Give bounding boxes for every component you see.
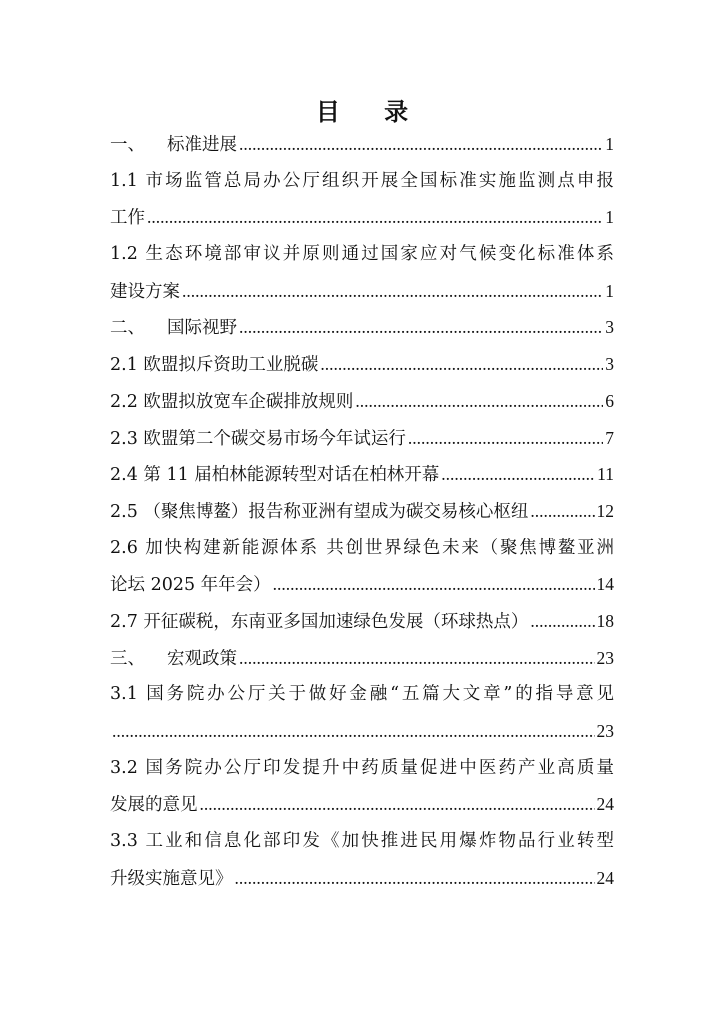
toc-entry-line xyxy=(110,603,614,640)
entry-title: 宏观政策 xyxy=(167,648,237,669)
page-number: 23 xyxy=(596,647,614,668)
dot-leader xyxy=(182,273,603,310)
toc-entry-line xyxy=(110,493,614,530)
dot-leader xyxy=(239,309,603,346)
toc-entry-line xyxy=(110,860,614,897)
page-number: 11 xyxy=(597,464,614,485)
toc-entry-3-1[interactable] xyxy=(110,676,614,749)
dot-leader xyxy=(530,603,594,640)
entry-title-continuation: 发展的意见 xyxy=(110,795,198,816)
toc-entry-1-2[interactable] xyxy=(110,236,614,309)
toc-entry-2-4[interactable] xyxy=(110,456,614,493)
toc-entry-2-2[interactable] xyxy=(110,383,614,420)
toc-entry-2-7[interactable] xyxy=(110,603,614,640)
dot-leader xyxy=(235,860,595,897)
toc-entry-line xyxy=(110,713,614,750)
dot-leader xyxy=(239,126,603,163)
dot-leader xyxy=(273,566,595,603)
entry-title: 2.3 欧盟第二个碳交易市场今年试运行 xyxy=(110,428,406,449)
toc-entry-line xyxy=(110,199,614,236)
toc-entry-line xyxy=(110,786,614,823)
page-number: 1 xyxy=(605,134,614,154)
entry-title: 国际视野 xyxy=(167,318,237,339)
entry-title-first-line: 1.2 生态环境部审议并原则通过国家应对气候变化标准体系 xyxy=(110,244,614,265)
toc-entry-3-3[interactable] xyxy=(110,823,614,896)
entry-title-first-line: 1.1 市场监管总局办公厅组织开展全国标准实施监测点申报 xyxy=(110,170,614,191)
dot-leader xyxy=(320,346,603,383)
toc-entry-line xyxy=(110,273,614,310)
page-number: 12 xyxy=(596,500,614,521)
dot-leader xyxy=(408,420,603,457)
toc-entry-2-6[interactable] xyxy=(110,530,614,603)
toc-entry-section-3[interactable] xyxy=(110,640,614,677)
dot-leader xyxy=(530,493,594,530)
toc-list xyxy=(110,126,614,896)
page-number: 7 xyxy=(605,427,614,448)
page-number: 24 xyxy=(596,794,614,815)
entry-title-continuation: 论坛 2025 年年会） xyxy=(110,575,271,596)
toc-entry-line xyxy=(110,456,614,493)
dot-leader xyxy=(441,456,595,493)
section-number: 一、 xyxy=(110,135,145,155)
page-title: 目 录 xyxy=(315,98,427,126)
page-number: 3 xyxy=(605,317,614,338)
entry-title: 2.2 欧盟拟放宽车企碳排放规则 xyxy=(110,391,354,412)
entry-title-first-line: 3.2 国务院办公厅印发提升中药质量促进中医药产业高质量 xyxy=(110,757,614,778)
section-number: 二、 xyxy=(110,318,145,339)
toc-entry-line xyxy=(110,566,614,603)
toc-entry-1-1[interactable] xyxy=(110,163,614,236)
entry-title-first-line: 3.1 国务院办公厅关于做好金融“五篇大文章”的指导意见 xyxy=(110,684,614,705)
toc-entry-line xyxy=(110,126,614,163)
entry-title-continuation: 建设方案 xyxy=(110,281,180,302)
dot-leader xyxy=(239,640,595,677)
toc-entry-section-1[interactable] xyxy=(110,126,614,163)
page-number: 1 xyxy=(605,280,614,301)
page-number: 18 xyxy=(596,610,614,631)
page-number: 23 xyxy=(596,721,614,741)
entry-title: 标准进展 xyxy=(167,135,237,155)
toc-entry-3-2[interactable] xyxy=(110,750,614,823)
page-number: 24 xyxy=(596,867,614,888)
page-number: 14 xyxy=(596,574,614,595)
toc-entry-line xyxy=(110,383,614,420)
page-number: 6 xyxy=(605,390,614,411)
toc-entry-section-2[interactable] xyxy=(110,309,614,346)
entry-title-continuation: 工作 xyxy=(110,208,145,229)
toc-entry-2-1[interactable] xyxy=(110,346,614,383)
dot-leader xyxy=(147,199,603,236)
entry-title: 2.1 欧盟拟斥资助工业脱碳 xyxy=(110,355,319,376)
toc-entry-line xyxy=(110,309,614,346)
dot-leader xyxy=(112,713,595,750)
entry-title: 2.5 （聚焦博鳌）报告称亚洲有望成为碳交易核心枢纽 xyxy=(110,501,529,522)
toc-entry-line xyxy=(110,346,614,383)
entry-title-first-line: 2.6 加快构建新能源体系 共创世界绿色未来（聚焦博鳌亚洲 xyxy=(110,537,614,558)
entry-title: 2.7 开征碳税，东南亚多国加速绿色发展（环球热点） xyxy=(110,611,529,632)
page-number: 3 xyxy=(605,354,614,375)
toc-entry-2-3[interactable] xyxy=(110,420,614,457)
entry-title-first-line: 3.3 工业和信息化部印发《加快推进民用爆炸物品行业转型 xyxy=(110,831,614,852)
dot-leader xyxy=(200,786,595,823)
toc-entry-2-5[interactable] xyxy=(110,493,614,530)
toc-entry-line xyxy=(110,640,614,677)
dot-leader xyxy=(355,383,603,420)
page-number: 1 xyxy=(605,207,614,228)
entry-title: 2.4 第 11 届柏林能源转型对话在柏林开幕 xyxy=(110,465,440,486)
entry-title-continuation: 升级实施意见》 xyxy=(110,868,233,889)
section-number: 三、 xyxy=(110,648,145,669)
toc-entry-line xyxy=(110,420,614,457)
